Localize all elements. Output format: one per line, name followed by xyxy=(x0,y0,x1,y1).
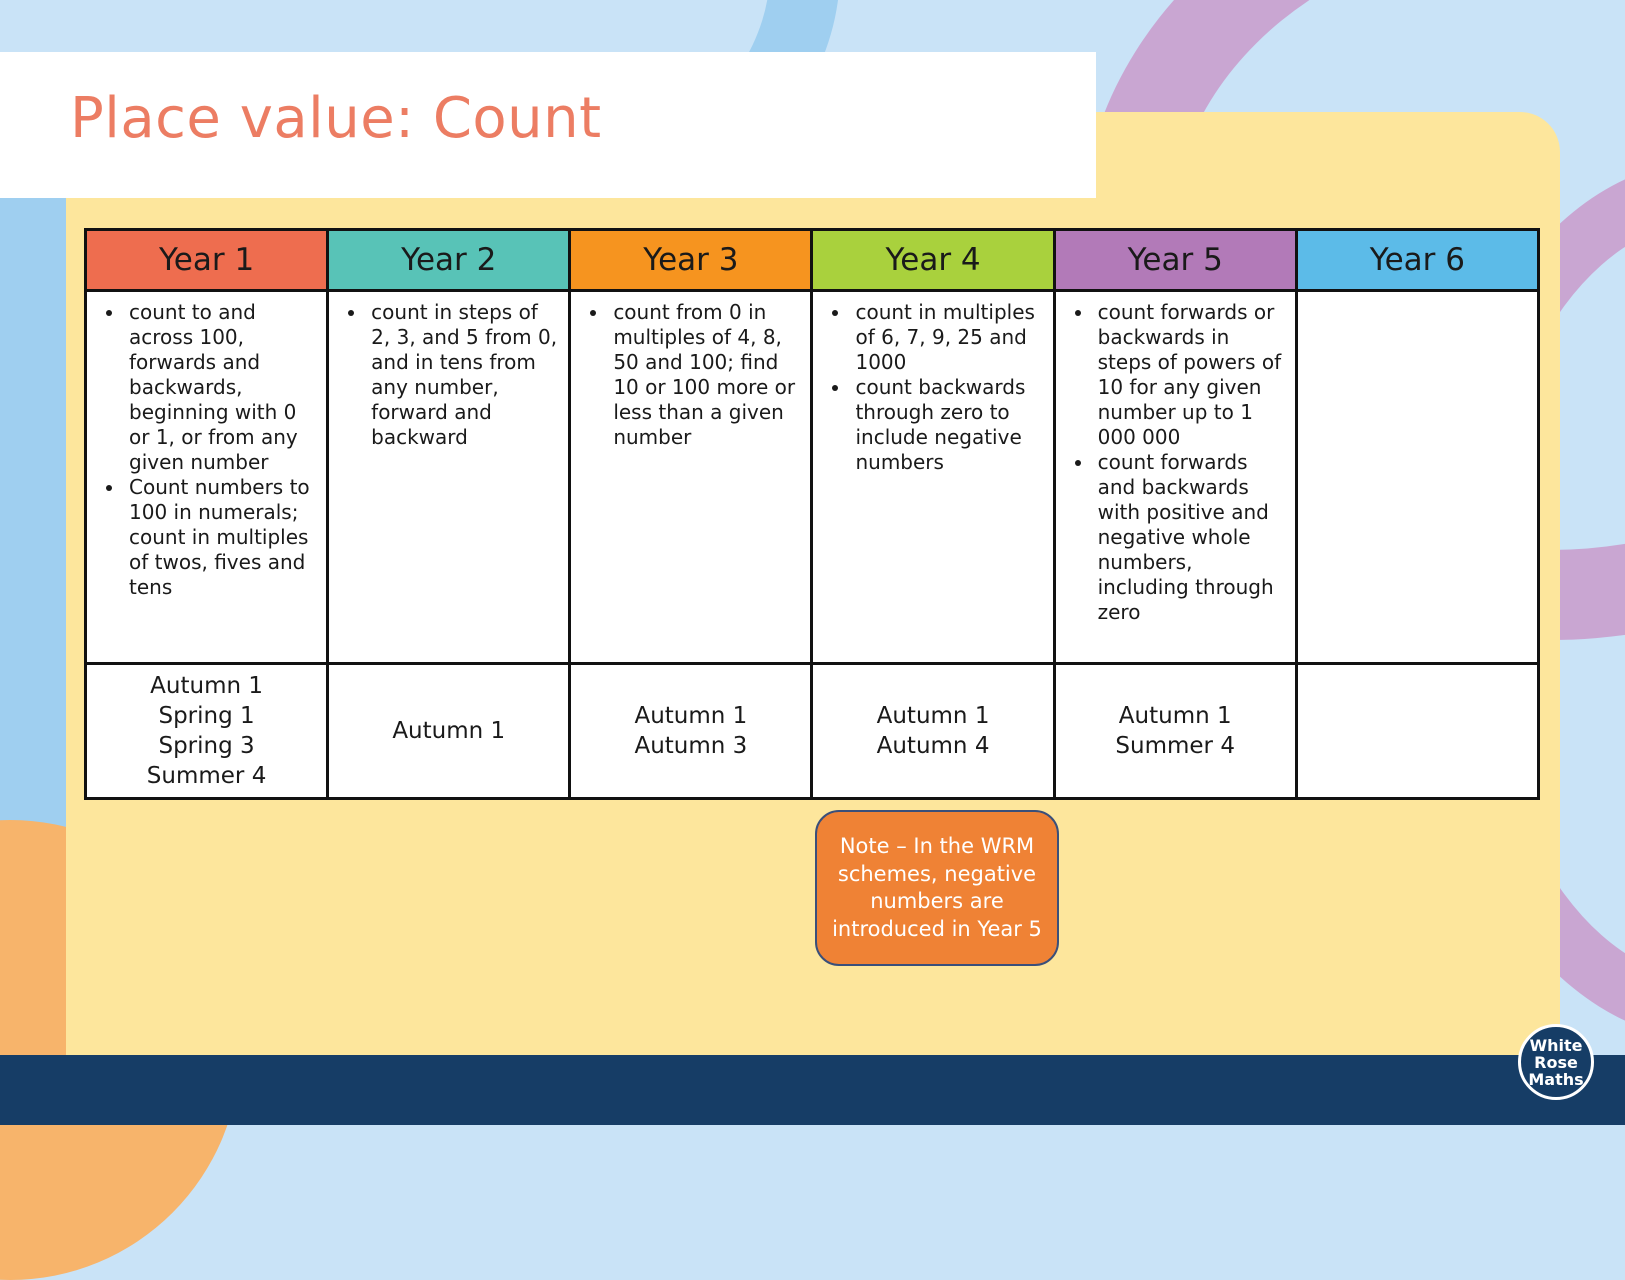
footer-bar xyxy=(0,1052,1625,1125)
page-title: Place value: Count xyxy=(70,86,602,151)
term-label: Spring 1 xyxy=(158,703,255,729)
objectives-row xyxy=(86,291,1539,664)
terms-cell xyxy=(1296,664,1538,799)
objectives-cell xyxy=(570,291,812,664)
curriculum-table xyxy=(84,228,1540,800)
term-label: Autumn 1 xyxy=(150,673,263,699)
logo-text: Maths xyxy=(1528,1069,1584,1089)
objectives-cell xyxy=(812,291,1054,664)
objective-item: • Count numbers to 100 in numerals; count in multiples of twos, fives and tens xyxy=(125,475,316,600)
year-header-row xyxy=(86,230,1539,291)
terms-row xyxy=(86,664,1539,799)
terms-cell xyxy=(1054,664,1296,799)
white-rose-maths-logo xyxy=(1518,1024,1594,1100)
objectives-cell xyxy=(328,291,570,664)
objective-item: • count forwards and backwards with positive and negative whole numbers, including through zero xyxy=(1094,450,1285,625)
logo-text: Rose xyxy=(1534,1052,1578,1072)
objective-item: • count in steps of 2, 3, and 5 from 0, and in tens from any number, forward and backward xyxy=(367,300,558,450)
objectives-cell xyxy=(1054,291,1296,664)
term-label: Autumn 1 xyxy=(876,703,990,729)
objective-item: • count in multiples of 6, 7, 9, 25 and 1000 xyxy=(851,300,1042,375)
terms-cell xyxy=(570,664,812,799)
terms-cell xyxy=(328,664,570,799)
term-label: Autumn 1 xyxy=(1118,703,1232,729)
year-heading: Year 4 xyxy=(812,230,1054,291)
year-heading: Year 5 xyxy=(1054,230,1296,291)
term-label: Autumn 4 xyxy=(876,733,990,759)
term-label: Summer 4 xyxy=(1115,733,1235,759)
year-heading: Year 3 xyxy=(570,230,812,291)
terms-cell xyxy=(86,664,328,799)
term-label: Autumn 1 xyxy=(392,718,506,744)
objective-item: • count to and across 100, forwards and backwards, beginning with 0 or 1, or from any given number xyxy=(125,300,316,475)
year-heading: Year 2 xyxy=(328,230,570,291)
term-label: Spring 3 xyxy=(158,733,255,759)
note-callout xyxy=(815,810,1059,966)
terms-cell xyxy=(812,664,1054,799)
term-label: Autumn 1 xyxy=(634,703,748,729)
note-text: Note – In the WRM schemes, negative numbers are introduced in Year 5 xyxy=(832,834,1042,941)
objective-item: • count from 0 in multiples of 4, 8, 50 and 100; find 10 or 100 more or less than a given number xyxy=(609,300,800,450)
objectives-cell xyxy=(1296,291,1538,664)
term-label: Summer 4 xyxy=(146,763,267,789)
objective-item: • count backwards through zero to include negative numbers xyxy=(851,375,1042,475)
objective-item: • count forwards or backwards in steps of powers of 10 for any given number up to 1 000 000 xyxy=(1094,300,1285,450)
logo-text: White xyxy=(1529,1035,1583,1055)
term-label: Autumn 3 xyxy=(634,733,748,759)
objectives-cell xyxy=(86,291,328,664)
year-heading: Year 6 xyxy=(1296,230,1538,291)
year-heading: Year 1 xyxy=(86,230,328,291)
